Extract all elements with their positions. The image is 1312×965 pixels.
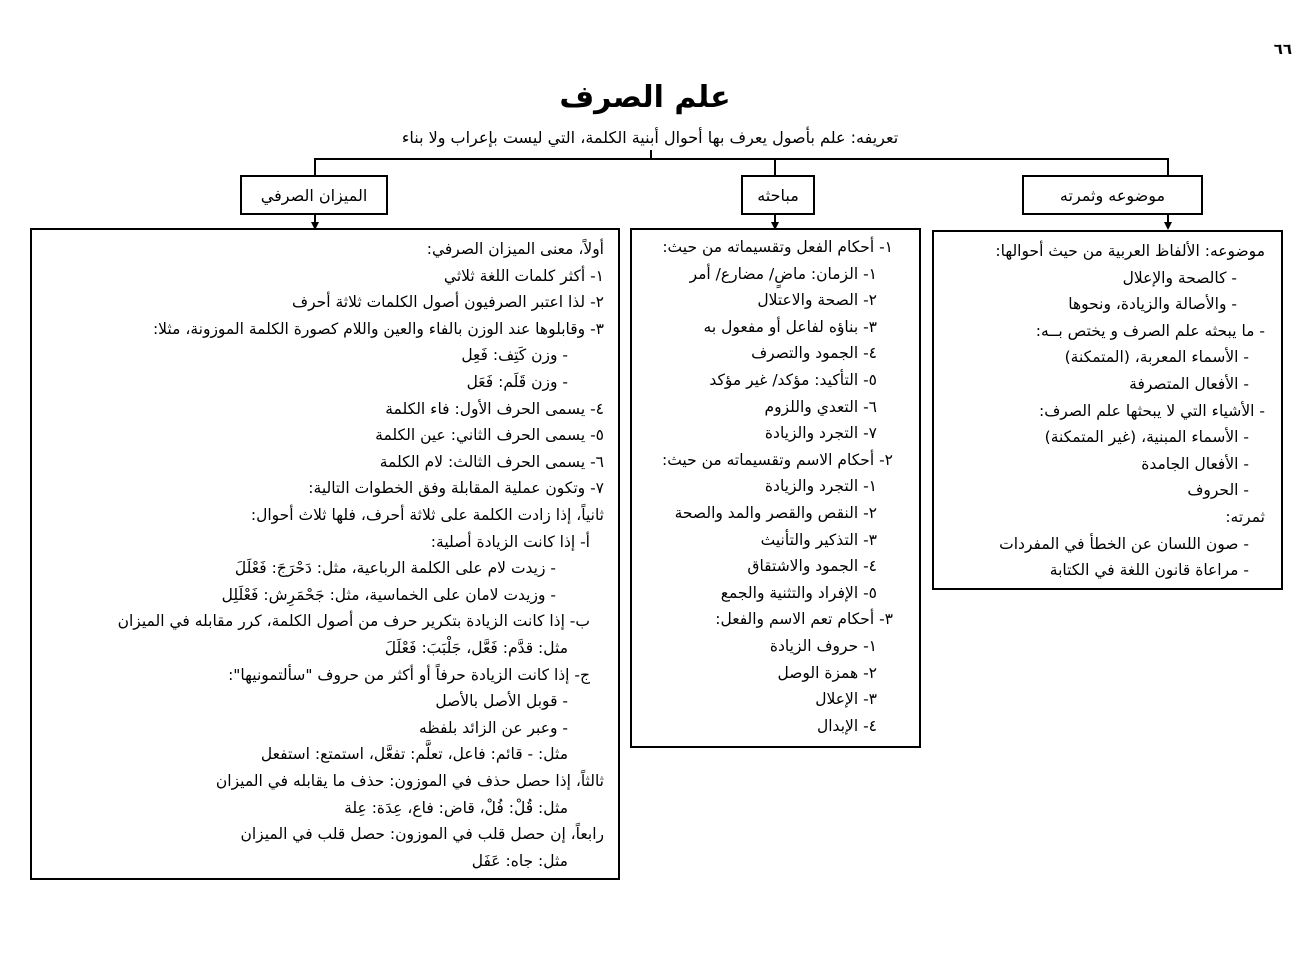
header-topic <box>1022 175 1203 215</box>
list-item: ٦- التعدي واللزوم <box>764 397 877 416</box>
sections-box <box>630 228 921 748</box>
header-scale-label: الميزان الصرفي <box>260 185 368 205</box>
header-sections <box>741 175 815 215</box>
list-item: - قوبل الأصل بالأصل <box>435 692 568 711</box>
connector-drop-scale <box>314 158 316 176</box>
list-item: موضوعه: الألفاظ العربية من حيث أحوالها: <box>995 242 1265 260</box>
list-item: ٢- لذا اعتبر الصرفيون أصول الكلمات ثلاثة أحرف <box>292 293 604 312</box>
list-item: ٣- الإعلال <box>815 690 877 709</box>
list-item: مثل: جاه: عَفَل <box>471 851 568 870</box>
list-item: ج- إذا كانت الزيادة حرفاً أو أكثر من حروف "سألتمونيها": <box>228 665 590 684</box>
definition-text: تعريفه: علم بأصول يعرف بها أحوال أبنية الكلمة، التي ليست بإعراب ولا بناء <box>401 128 899 147</box>
connector-horizontal <box>314 158 1169 160</box>
header-topic-label: موضوعه وثمرته <box>1059 185 1166 205</box>
list-item: ثالثاً، إذا حصل حذف في الموزون: حذف ما يقابله في الميزان <box>215 772 604 790</box>
list-item: ٥- يسمى الحرف الثاني: عين الكلمة <box>375 426 604 445</box>
list-item: أ- إذا كانت الزيادة أصلية: <box>430 532 590 551</box>
list-item: ب- إذا كانت الزيادة بتكرير حرف من أصول الكلمة، كرر مقابله في الميزان <box>117 612 590 631</box>
list-item: - ما يبحثه علم الصرف و يختص بــه: <box>1035 321 1265 340</box>
list-item: ثمرته: <box>1225 508 1265 526</box>
list-item: - صون اللسان عن الخطأ في المفردات <box>999 534 1249 553</box>
connector-drop-topic <box>1167 158 1169 176</box>
list-item: ١- أكثر كلمات اللغة ثلاثي <box>443 266 604 285</box>
page-title: علم الصرف <box>559 80 731 115</box>
list-item: ٧- وتكون عملية المقابلة وفق الخطوات التالية: <box>308 479 604 498</box>
list-item: - الأشياء التي لا يبحثها علم الصرف: <box>1039 401 1265 420</box>
list-item: ثانياً، إذا زادت الكلمة على ثلاثة أحرف، فلها ثلاث أحوال: <box>250 506 604 524</box>
list-item: مثل: - قائم: فاعل، تعلَّم: تفعَّل، استمتع: استفعل <box>260 745 568 764</box>
list-item: رابعاً، إن حصل قلب في الموزون: حصل قلب في الميزان <box>240 825 604 844</box>
list-item: أولاً، معنى الميزان الصرفي: <box>426 240 604 258</box>
list-item: ٧- التجرد والزيادة <box>764 424 877 443</box>
list-item: ١- حروف الزيادة <box>769 637 877 655</box>
page-number: ٦٦ <box>1273 40 1292 58</box>
list-item: ٢- همزة الوصل <box>777 663 877 682</box>
list-item: ٣- بناؤه لفاعل أو مفعول به <box>703 317 877 336</box>
header-sections-label: مباحثه <box>757 185 799 205</box>
list-item: - وعبر عن الزائد بلفظه <box>419 718 568 737</box>
list-item: ٤- الجمود والتصرف <box>751 344 877 363</box>
scale-box <box>30 228 620 880</box>
list-item: ٢- أحكام الاسم وتقسيماته من حيث: <box>661 450 893 469</box>
list-item: - الأفعال الجامدة <box>1141 454 1249 473</box>
topic-box <box>932 230 1283 590</box>
list-item: مثل: قُلْ: فُلْ، قاض: فاع، عِدَة: عِلة <box>344 798 568 817</box>
list-item: - وزن كَتِف: فَعِل <box>461 346 568 365</box>
list-item: مثل: قدَّم: فَعَّل، جَلْبَبَ: فَعْلَلَ <box>384 639 568 657</box>
list-item: - زيدت لام على الكلمة الرباعية، مثل: دَحْرَجَ: فَعْلَلَ <box>234 559 556 578</box>
arrow-down-icon <box>1164 222 1172 230</box>
list-item: ٦- يسمى الحرف الثالث: لام الكلمة <box>379 452 604 471</box>
list-item: ٣- أحكام تعم الاسم والفعل: <box>715 610 893 629</box>
list-item: ١- أحكام الفعل وتقسيماته من حيث: <box>662 238 893 256</box>
list-item: - مراعاة قانون اللغة في الكتابة <box>1049 561 1249 580</box>
list-item: ٣- التذكير والتأنيث <box>760 530 877 549</box>
list-item: ٥- الإفراد والتثنية والجمع <box>720 583 877 602</box>
list-item: - الأفعال المتصرفة <box>1129 375 1249 393</box>
connector-drop-sections <box>774 158 776 176</box>
list-item: - والأصالة والزيادة، ونحوها <box>1068 295 1237 314</box>
header-scale <box>240 175 388 215</box>
list-item: - كالصحة والإعلال <box>1122 268 1237 287</box>
list-item: ٤- يسمى الحرف الأول: فاء الكلمة <box>385 399 604 418</box>
list-item: - الأسماء المعربة، (المتمكنة) <box>1064 348 1249 367</box>
list-item: ١- التجرد والزيادة <box>764 477 877 496</box>
list-item: - الحروف <box>1187 481 1249 500</box>
list-item: ٤- الإبدال <box>816 716 877 735</box>
list-item: ٢- الصحة والاعتلال <box>757 291 877 310</box>
list-item: - الأسماء المبنية، (غير المتمكنة) <box>1044 428 1249 447</box>
list-item: ١- الزمان: ماضٍ/ مضارع/ أمر <box>689 264 877 283</box>
list-item: ٢- النقص والقصر والمد والصحة <box>674 504 877 522</box>
list-item: - وزن قَلَم: فَعَل <box>466 373 568 391</box>
list-item: ٣- وقابلوها عند الوزن بالفاء والعين واللام كصورة الكلمة الموزونة، مثلا: <box>152 319 604 338</box>
list-item: ٤- الجمود والاشتقاق <box>747 557 877 576</box>
list-item: ٥- التأكيد: مؤكد/ غير مؤكد <box>709 371 877 389</box>
list-item: - وزيدت لامان على الخماسية، مثل: جَحْمَرِش: فَعْلَلِل <box>221 585 556 604</box>
